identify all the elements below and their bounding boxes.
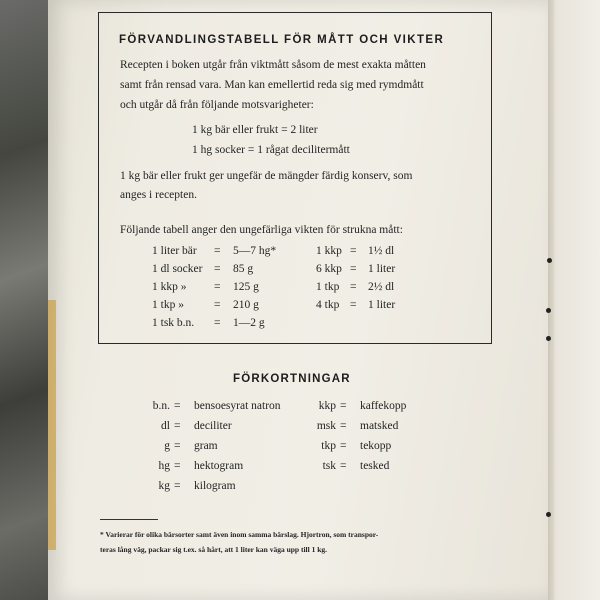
abbreviation: tsk xyxy=(322,460,336,472)
measure-value: 1 liter xyxy=(368,299,396,311)
measure-label: 1 dl socker xyxy=(152,263,203,275)
abbreviation: msk xyxy=(316,420,336,432)
binding-hole xyxy=(546,308,551,313)
measure-label: 1 tsk b.n. xyxy=(152,317,195,329)
measure-value: 85 g xyxy=(233,263,254,275)
equals-sign: = xyxy=(340,460,347,472)
abbreviation-meaning: deciliter xyxy=(194,420,232,432)
equals-sign: = xyxy=(340,400,347,412)
abbreviations-title: FÖRKORTNINGAR xyxy=(233,373,351,385)
measure-value: 1—2 g xyxy=(233,317,265,329)
note-line: anges i recepten. xyxy=(120,189,197,201)
measure-label: 6 kkp xyxy=(316,263,342,275)
page-edge-strip xyxy=(48,300,56,550)
abbreviation: b.n. xyxy=(152,400,170,412)
measure-value: 1½ dl xyxy=(368,245,395,257)
footnote-line: teras lång väg, packar sig t.ex. så hårt, att 1 liter kan väga upp till 1 kg. xyxy=(100,545,328,554)
footnote-rule xyxy=(100,519,158,520)
equals-sign: = xyxy=(174,460,181,472)
equals-sign: = xyxy=(214,245,221,257)
equals-sign: = xyxy=(350,263,357,275)
equals-sign: = xyxy=(174,400,181,412)
equals-sign: = xyxy=(214,317,221,329)
abbreviation-meaning: bensoesyrat natron xyxy=(194,400,281,412)
measure-label: 1 tkp » xyxy=(152,299,184,311)
equals-sign: = xyxy=(340,420,347,432)
intro-line: samt från rensad vara. Man kan emellertid reda sig med rymdmått xyxy=(120,79,424,91)
equals-sign: = xyxy=(350,245,357,257)
equals-sign: = xyxy=(214,263,221,275)
equivalence-line: 1 hg socker = 1 rågat decilitermått xyxy=(192,144,350,156)
abbreviation: kg xyxy=(158,480,170,492)
abbreviation: kkp xyxy=(318,400,336,412)
abbreviation-meaning: hektogram xyxy=(194,460,244,472)
intro-line: Recepten i boken utgår från viktmått såsom de mest exakta måtten xyxy=(120,59,426,71)
intro-line: och utgår då från följande motsvarigheter: xyxy=(120,99,314,111)
binding-hole xyxy=(546,336,551,341)
abbreviation: tkp xyxy=(321,440,336,452)
note-line: 1 kg bär eller frukt ger ungefär de mängder färdig konserv, som xyxy=(120,170,413,182)
binding-hole xyxy=(546,512,551,517)
abbreviation-meaning: kaffekopp xyxy=(360,400,407,412)
binding-hole xyxy=(547,258,552,263)
equals-sign: = xyxy=(350,281,357,293)
table-intro: Följande tabell anger den ungefärliga vikten för strukna mått: xyxy=(120,224,403,236)
equivalence-line: 1 kg bär eller frukt = 2 liter xyxy=(192,124,318,136)
abbreviation-meaning: gram xyxy=(194,440,218,452)
measure-label: 1 kkp » xyxy=(152,281,187,293)
abbreviation-meaning: tekopp xyxy=(360,440,392,452)
abbreviation-meaning: kilogram xyxy=(194,480,236,492)
footnote-line: * Varierar för olika bärsorter samt även inom samma bärslag. Hjortron, som transpor- xyxy=(100,530,379,539)
abbreviation-meaning: matsked xyxy=(360,420,399,432)
equals-sign: = xyxy=(214,299,221,311)
measure-label: 1 kkp xyxy=(316,245,342,257)
equals-sign: = xyxy=(174,420,181,432)
equals-sign: = xyxy=(174,440,181,452)
measure-value: 125 g xyxy=(233,281,259,293)
equals-sign: = xyxy=(340,440,347,452)
equals-sign: = xyxy=(214,281,221,293)
abbreviation: g xyxy=(164,440,170,452)
equals-sign: = xyxy=(350,299,357,311)
measure-label: 1 liter bär xyxy=(152,245,197,257)
abbreviation: dl xyxy=(161,420,170,432)
measure-value: 1 liter xyxy=(368,263,396,275)
abbreviation-meaning: tesked xyxy=(360,460,390,472)
equals-sign: = xyxy=(174,480,181,492)
measure-value: 210 g xyxy=(233,299,259,311)
measure-label: 4 tkp xyxy=(316,299,340,311)
conversion-title: FÖRVANDLINGSTABELL FÖR MÅTT OCH VIKTER xyxy=(119,34,445,46)
measure-label: 1 tkp xyxy=(316,281,340,293)
measure-value: 5—7 hg* xyxy=(233,245,277,257)
measure-value: 2½ dl xyxy=(368,281,395,293)
abbreviation: hg xyxy=(158,460,170,472)
